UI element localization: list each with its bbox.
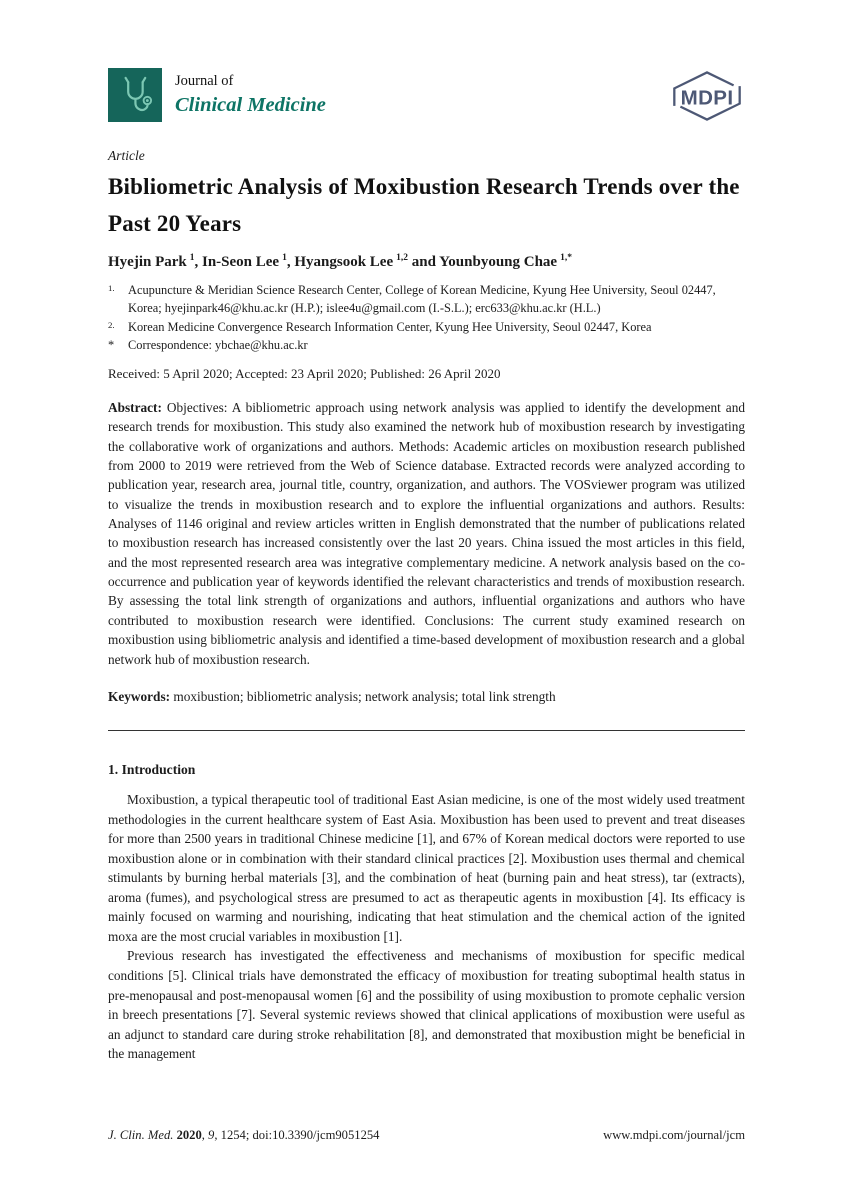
keywords-section [108,687,745,706]
footer-citation [108,1128,379,1143]
author-name: Younbyoung Chae [439,253,558,270]
journal-logo [108,68,326,122]
abstract-section [108,398,745,669]
author-separator: and [407,253,440,270]
journal-name [175,72,326,118]
dates-line: Received: 5 April 2020; Accepted: 23 April 2020; Published: 26 April 2020 [108,366,501,382]
section-divider [108,730,745,731]
abstract-text: Objectives: A bibliometric approach using network analysis was applied to identify the development and research trends for moxibustion. This study also examined the network hub of moxibustion research by investigating the collaborative work of organizations and authors. Methods: Academic articles on moxibustion research published from 2000 to 2019 were retrieved from the Web of Science database. Extracted records were analyzed according to publication year, research area, journal title, country, organization, and authors. The VOSviewer program was utilized to visualize the trends in moxibustion research and to explore the influential organizations and authors. Results: Analyses of 1146 original and review articles written in English demonstrated that the number of publications related to moxibustion research has increased consistently over the last 20 years. China issued the most articles in this field, and the most represented research area was integrative complementary medicine. A network analysis based on the co-occurrence and publication year of keywords identified the relevant characteristics and trends of moxibustion research. By assessing the total link strength of organizations and authors, influential organizations and authors who have contributed to moxibustion research were identified. Conclusions: The current study examined research on moxibustion using bibliometric analysis and identified a time-based development of moxibustion research and a global network hub of moxibustion research. [108,400,745,667]
footer-journal-url: www.mdpi.com/journal/jcm [603,1128,745,1142]
journal-name-line1: Journal of [175,73,234,90]
author-name: Hyejin Park [108,253,187,270]
affiliation-text: Acupuncture & Meridian Science Research Center, College of Korean Medicine, Kyung Hee University, Seoul 02447, Korea; hyejinpark46@khu.ac.kr (H.P.); islee4u@gmail.com (I.-S.L.); erc633@khu.ac.kr (H.L.) [128,282,716,316]
author [439,254,572,270]
author-affil-sup: 1 [189,252,195,263]
affiliation-text: Korean Medicine Convergence Research Information Center, Kyung Hee University, Seoul 02447, Korea [128,319,652,334]
journal-logo-square [108,68,162,122]
mdpi-logo [669,69,745,128]
affiliation-item [108,281,745,318]
mdpi-logo-text: MDPI [680,86,734,110]
stethoscope-icon [112,72,158,118]
author-name: Hyangsook Lee [294,253,394,270]
author-affil-sup: 1,* [560,252,572,263]
author [108,254,202,270]
authors-line [108,253,745,271]
correspondence-marker: * [108,338,115,353]
footer-journal-abbrev: J. Clin. Med. [108,1128,174,1142]
footer-doi: , 1254; doi:10.3390/jcm9051254 [214,1128,380,1142]
affiliation-marker: 2. [108,319,115,330]
mdpi-hexagon-icon [669,69,745,123]
abstract-label: Abstract: [108,400,162,416]
introduction-heading: 1. Introduction [108,762,196,778]
author-affil-sup: 1,2 [396,252,408,263]
footer-volume: 9 [208,1128,215,1142]
author-affil-sup: 1 [282,252,287,263]
intro-paragraph-1: Moxibustion, a typical therapeutic tool of traditional East Asian medicine, is one of the most widely used treatment methodologies in the current healthcare system of East Asia. Moxibustion has been used to prevent and treat diseases for more than 2500 years in traditional Chinese medicine [1], and 67% of Korean medical doctors were reported to use moxibustion alone or in combination with their standard clinical practices [2]. Moxibustion uses thermal and chemical stimulants by burning herbal materials [3], and the combination of heat (burning pain and heat stress), tar (extracts), aroma (fumes), and psychological stress are presumed to act as therapeutic agents in moxibustion [4]. Its efficacy is mainly focused on warming and nourishing, indicating that heat stimulation and the chemical action of the ignited moxa are the most crucial variables in moxibustion [1]. [108,792,745,944]
author [202,254,294,270]
author-separator: , [194,253,202,270]
correspondence-item [108,336,745,355]
affiliation-marker: 1. [108,282,115,293]
page-footer [108,1128,745,1143]
intro-paragraph-2: Previous research has investigated the effectiveness and mechanisms of moxibustion for specific medical conditions [5]. Clinical trials have demonstrated the efficacy of moxibustion for treating suboptimal health status in pre-menopausal and post-menopausal women [6] and the possibility of using moxibustion to promote cephalic version in breech presentations [7]. Several systemic reviews showed that clinical applications of moxibustion were useful as an adjunct to standard care during stroke rehabilitation [8], and demonstrated that moxibustion might be beneficial in the management [108,948,745,1062]
author-name: In-Seon Lee [202,253,280,270]
footer-year: 2020 [176,1128,202,1142]
affiliation-item [108,318,745,337]
keywords-label: Keywords: [108,688,171,704]
journal-name-line2: Clinical Medicine [175,94,326,117]
footer-separator: , [201,1128,209,1142]
correspondence-text: Correspondence: ybchae@khu.ac.kr [128,338,308,353]
page-header [108,68,745,128]
keywords-text: moxibustion; bibliometric analysis; network analysis; total link strength [173,688,556,704]
page-title: Bibliometric Analysis of Moxibustion Research Trends over the Past 20 Years [108,174,740,236]
article-type-label: Article [108,148,145,163]
author-separator: , [286,253,295,270]
author [294,254,439,270]
affiliations-list [108,281,745,355]
